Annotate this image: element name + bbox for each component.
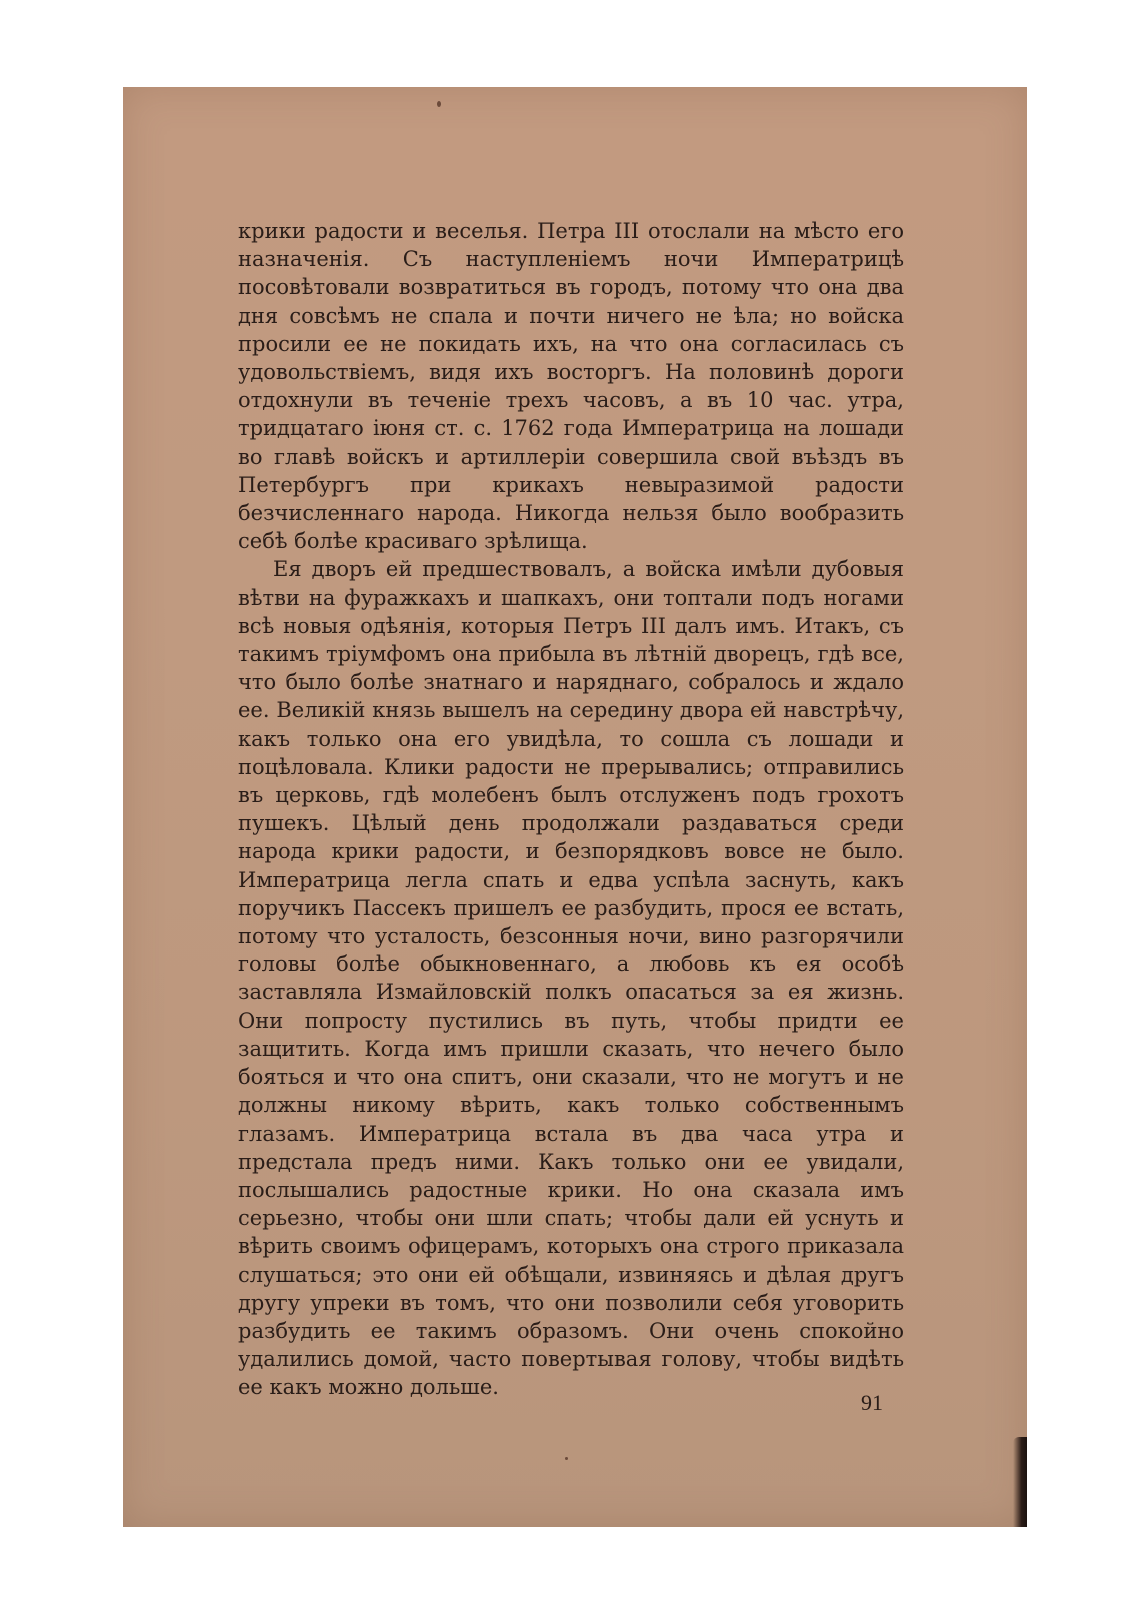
ink-speck	[565, 1457, 568, 1460]
scanned-page	[123, 87, 1027, 1527]
page-number: 91	[861, 1390, 883, 1415]
paragraph-1: крики радости и веселья. Петра III отослали на мѣсто его назначенія. Съ наступленіемъ ночи Императрицѣ посовѣтовали возвратиться въ городъ, потому что она два дня совсѣмъ не спала и почти ничего не ѣла; но войска просили ее не покидать ихъ, на что она согласилась съ удовольствіемъ, видя ихъ восторгъ. На половинѣ дороги отдохнули въ теченіе трехъ часовъ, а въ 10 час. утра, тридцатаго іюня ст. с. 1762 года Императрица на лошади во главѣ войскъ и артиллеріи совершила свой въѣздъ въ Петербургъ при крикахъ невыразимой радости безчисленнаго народа. Никогда нельзя было вообразить себѣ болѣе красиваго зрѣлища.	[238, 219, 904, 554]
body-text	[238, 217, 904, 1402]
paragraph-2: Ея дворъ ей предшествовалъ, а войска имѣли дубовыя вѣтви на фуражкахъ и шапкахъ, они топтали подъ ногами всѣ новыя одѣянія, которыя Петръ III далъ имъ. Итакъ, съ такимъ тріумфомъ она прибыла въ лѣтній дворецъ, гдѣ все, что было болѣе знатнаго и наряднаго, собралось и ждало ее. Великій князь вышелъ на середину двора ей навстрѣчу, какъ только она его увидѣла, то сошла съ лошади и поцѣловала. Клики радости не прерывались; отправились въ церковь, гдѣ молебенъ былъ отслуженъ подъ грохотъ пушекъ. Цѣлый день продолжали раздаваться среди народа крики радости, и безпорядковъ вовсе не было. Императрица легла спать и едва успѣла заснуть, какъ поручикъ Пассекъ пришелъ ее разбудить, прося ее встать, потому что усталость, безсонныя ночи, вино разгорячили головы болѣе обыкновеннаго, а любовь къ ея особѣ заставляла Измайловскій полкъ опасаться за ея жизнь. Они попросту пустились въ путь, чтобы придти ее защитить. Когда имъ пришли сказать, что нечего было бояться и что она спитъ, они сказали, что не могутъ и не должны никому вѣрить, какъ только собственнымъ глазамъ. Императрица встала въ два часа утра и предстала предъ ними. Какъ только они ее увидали, послышались радостные крики. Но она сказала имъ серьезно, чтобы они шли спать; чтобы дали ей уснуть и вѣрить своимъ офицерамъ, которыхъ она строго приказала слушаться; это они ей обѣщали, извиняясь и дѣлая другъ другу упреки въ томъ, что они позволили себя уговорить разбудить ее такимъ образомъ. Они очень спокойно удалились домой, часто повертывая голову, чтобы видѣть ее какъ можно дольше.	[238, 557, 904, 1400]
page-edge-shadow	[1013, 1437, 1027, 1527]
ink-speck	[437, 101, 441, 107]
